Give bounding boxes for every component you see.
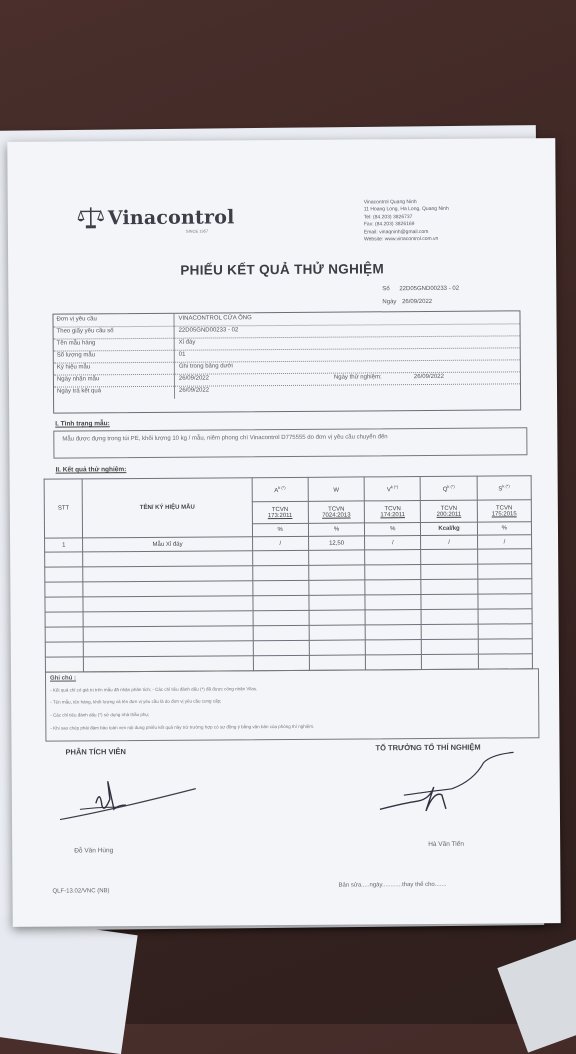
revision-line: Bản sửa.....ngày............thay thế cho....... [338, 882, 446, 889]
analyst-name: Đỗ Văn Hùng [74, 847, 113, 854]
ngay-value: 26/09/2022 [402, 299, 432, 305]
info-label: Theo giấy yêu cầu số [57, 328, 172, 335]
note-line: - Kết quả chỉ có giá trị trên mẫu đã nhận phân tích; - Các chỉ tiêu đánh dấu (*) đã được công nhận Vilas. [50, 686, 257, 692]
note-line: - Khi sao chép phải đảm bảo toàn vẹn nội dung phiếu kết quả này trừ trường hợp có sự đồng ý bằng văn bản của phòng thí nghiệm. [50, 724, 314, 731]
col-sample-name: TÊN/ KÝ HIỆU MẪU [82, 478, 252, 538]
result-document [7, 138, 560, 927]
sample-condition-box [53, 427, 527, 458]
info-label: Tên mẫu hàng [57, 340, 172, 347]
form-code: QLF-13.02/VNC (NB) [52, 888, 109, 894]
row-stt: 1 [45, 538, 83, 552]
sample-info-box [52, 310, 521, 413]
results-table [44, 475, 533, 672]
scales-icon [78, 205, 104, 229]
logo-wordmark: Vinacontrol [108, 206, 235, 229]
info-label: Đơn vị yêu cầu [56, 316, 171, 323]
document-date [382, 299, 432, 305]
lab-head-title: TỔ TRƯỞNG TỔ THÍ NGHIỆM [375, 743, 480, 753]
param-unit: % [365, 523, 421, 536]
info-value: 22D05GND00233 - 02 [179, 327, 239, 333]
param-standard: TCVN 173:2011 [252, 501, 308, 523]
info-value: 26/09/2022 [179, 376, 209, 382]
col-stt: STT [44, 479, 83, 538]
row-value: / [252, 536, 308, 550]
section-sample-condition-title: I. Tình trạng mẫu: [55, 420, 110, 427]
info-value: 01 [179, 352, 186, 358]
info-value: VINACONTROL CỬA ÔNG [178, 315, 251, 322]
company-line: Email: vinaqninh@gmail.com [364, 228, 544, 237]
param-unit: % [308, 523, 364, 536]
company-line: Website: www.vinacontrol.com.vn [364, 235, 544, 244]
section-results-title: II. Kết quả thử nghiệm: [56, 466, 127, 473]
lab-head-signature [374, 750, 534, 821]
logo-tagline: SINCE 1957 [186, 229, 208, 234]
company-line: Fax: (84.203) 3826169 [364, 220, 544, 229]
test-date-value: 26/09/2022 [414, 374, 444, 380]
note-line: - Các chỉ tiêu đánh dấu (*) sử dụng nhà thầu phụ; [50, 712, 149, 718]
info-label: Ngày trả kết quả [57, 388, 172, 395]
param-standard: TCVN 200:2011 [421, 500, 477, 522]
info-label: Ngày nhận mẫu [57, 376, 172, 383]
row-sample-name: Mẫu Xỉ đáy [83, 537, 252, 552]
lab-head-name: Hà Văn Tiến [428, 841, 464, 848]
notes-box [45, 668, 539, 741]
param-standard: TCVN 174:2011 [364, 501, 420, 523]
so-value: 22D05GND00233 - 02 [399, 286, 459, 292]
param-unit: Kcal/kg [421, 522, 477, 535]
test-date-label: Ngày thử nghiệm: [334, 374, 382, 380]
sample-condition-text: Mẫu được đựng trong túi PE, khối lượng 10 kg / mẫu, niêm phong chì Vinacontrol D775555 do đơn vị yêu cầu chuyển đến [62, 432, 502, 444]
note-line: - Tên mẫu, tên hàng, khối lượng và tên đơn vị yêu cầu là do đơn vị yêu cầu cung cấp; [50, 698, 221, 704]
company-address [364, 198, 544, 244]
bottom-paper-scrap-right [497, 937, 576, 1052]
row-value: / [365, 536, 421, 550]
param-unit: % [477, 522, 531, 535]
analyst-signature [56, 769, 206, 830]
info-label: Ký hiệu mẫu [57, 364, 172, 371]
notes-heading: Ghi chú : [50, 675, 76, 681]
analyst-title: PHÂN TÍCH VIÊN [65, 747, 125, 756]
document-title: PHIẾU KẾT QUẢ THỬ NGHIỆM [8, 260, 556, 279]
document-number [382, 286, 459, 293]
company-line: Vinacontrol Quang Ninh [364, 198, 544, 207]
row-value: / [477, 535, 531, 549]
vinacontrol-logo [78, 204, 235, 229]
row-value: / [421, 535, 477, 549]
param-header: $Q^{k (*)}$ [421, 476, 477, 500]
param-header: $S^{k (*)}$ [477, 476, 531, 500]
param-standard: TCVN 7024:2013 [308, 501, 364, 523]
param-standard: TCVN 175:2015 [477, 500, 531, 522]
param-header: W [308, 477, 364, 501]
company-line: 11 Hoang Long, Ha Long, Quang Ninh [364, 206, 544, 215]
info-value: Ghi trong bảng dưới [179, 363, 233, 369]
info-row [54, 383, 520, 398]
param-header: $A^{k (*)}$ [252, 477, 308, 501]
info-value: 26/09/2022 [179, 388, 209, 394]
ngay-label: Ngày [382, 299, 396, 305]
row-value: 12,50 [308, 536, 364, 550]
company-line: Tel: (84.203) 3826737 [364, 213, 544, 222]
param-unit: % [252, 523, 308, 536]
info-value: Xỉ đáy [179, 340, 196, 346]
param-header: $V^{k (*)}$ [364, 477, 420, 501]
info-label: Số lượng mẫu [57, 352, 172, 359]
so-label: Số [382, 286, 389, 292]
bottom-paper-scrap [0, 916, 138, 1054]
